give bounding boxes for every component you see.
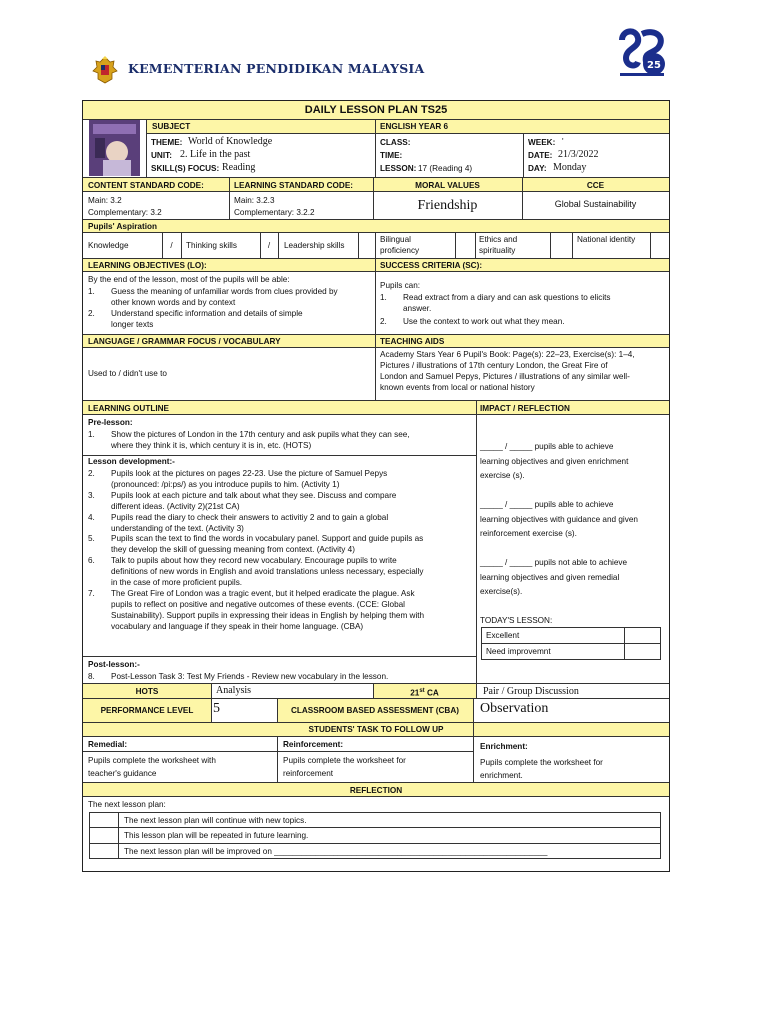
success-intro: Pupils can: <box>380 281 421 290</box>
unit-value: 2. Life in the past <box>180 149 251 160</box>
aspiration-leadership: Leadership skills <box>284 241 345 250</box>
learning-standard-label: LEARNING STANDARD CODE: <box>234 181 354 190</box>
impact-block-reinforcement: _____ / _____ pupils able to achieve learning objectives with guidance and given reinforcement exercise (s). <box>480 500 638 538</box>
performance-value: 5 <box>213 701 220 716</box>
success-list: 1. Read extract from a diary and can ask questions to elicits answer. 2. Use the context to work out what they mean. <box>380 292 668 327</box>
learning-main: Main: 3.2.3 <box>234 196 275 205</box>
reflection-option-improve: The next lesson plan will be improved on ____________________________________________________________ <box>124 847 548 856</box>
day-value: Monday <box>553 162 587 173</box>
development-label: Lesson development:- <box>88 457 175 466</box>
pre-lesson-list: 1. Show the pictures of London in the 17th century and ask pupils what they can see, where they think it is, which century it is in, etc. (HOTS) <box>88 429 474 451</box>
impact-label: IMPACT / REFLECTION <box>480 404 570 413</box>
aspiration-label: Pupils' Aspiration <box>88 222 157 231</box>
cba-value: Observation <box>480 701 549 716</box>
cce-value: Global Sustainability <box>554 199 637 209</box>
outline-step: 5. Pupils scan the text to find the words in vocabulary panel. Support and guide pupils as <box>88 534 424 544</box>
reflection-option-checkbox[interactable] <box>90 844 117 858</box>
objectives-label: LEARNING OBJECTIVES (LO): <box>88 261 207 270</box>
followup-label: STUDENTS' TASK TO FOLLOW UP <box>308 725 444 734</box>
cce-label: CCE <box>586 181 605 190</box>
reflection-option-repeat: This lesson plan will be repeated in future learning. <box>124 831 309 840</box>
skill-value: Reading <box>222 162 256 173</box>
page-title: DAILY LESSON PLAN TS25 <box>304 104 448 116</box>
post-lesson-label: Post-lesson:- <box>88 660 140 669</box>
aspiration-ethics: Ethics and spirituality <box>479 235 518 255</box>
content-complementary: Complementary: 3.2 <box>88 208 162 217</box>
malaysia-crest-icon <box>90 55 120 85</box>
hots-label: HOTS <box>135 687 159 696</box>
lesson-label: LESSON: <box>380 164 417 173</box>
moral-values-label: MORAL VALUES <box>415 181 480 190</box>
outline-band <box>83 400 669 414</box>
language-label: LANGUAGE / GRAMMAR FOCUS / VOCABULARY <box>88 337 281 346</box>
reflection-option-checkbox[interactable] <box>90 813 117 827</box>
rating-need-improvement: Need improvemnt <box>486 647 551 656</box>
aspiration-bilingual: Bilingual proficiency <box>380 235 420 255</box>
content-standard-label: CONTENT STANDARD CODE: <box>88 181 204 190</box>
reflection-label: REFLECTION <box>349 786 403 795</box>
ministry-name: KEMENTERIAN PENDIDIKAN MALAYSIA <box>128 61 425 76</box>
post-lesson-list <box>88 671 474 682</box>
success-label: SUCCESS CRITERIA (SC): <box>380 261 483 270</box>
impact-block-remedial: _____ / _____ pupils not able to achieve learning objectives and given remedial exercise(s). <box>480 558 628 596</box>
date-label: DATE: <box>528 151 553 160</box>
objective-item: 1. Guess the meaning of unfamiliar words from clues provided by <box>88 287 338 296</box>
ca-value: Pair / Group Discussion <box>483 686 579 697</box>
time-label: TIME: <box>380 151 403 160</box>
skill-label: SKILL(S) FOCUS: <box>151 164 220 173</box>
ca-label: 21st CA <box>410 688 439 698</box>
rating-need-improvement-checkbox[interactable] <box>625 644 660 659</box>
outline-step: 7. The Great Fire of London was a tragic event, but it helped eradicate the plague. Ask <box>88 588 415 598</box>
aspiration-band <box>83 219 669 232</box>
outline-step: 3. Pupils look at each picture and talk about what they see. Discuss and compare <box>88 490 397 500</box>
outline-label: LEARNING OUTLINE <box>88 404 169 413</box>
reinforcement-task: Pupils complete the worksheet for reinforcement <box>283 756 406 778</box>
enrichment-task: Pupils complete the worksheet for enrichment. <box>480 758 603 780</box>
remedial-task: Pupils complete the worksheet with teacher's guidance <box>88 756 216 778</box>
class-label: CLASS: <box>380 138 411 147</box>
day-label: DAY: <box>528 164 547 173</box>
week-value: ' <box>562 137 564 146</box>
reinforcement-label: Reinforcement: <box>283 740 344 749</box>
cba-label: CLASSROOM BASED ASSESSMENT (CBA) <box>290 706 459 715</box>
aspiration-thinking: Thinking skills <box>186 241 237 250</box>
language-value: Used to / didn't use to <box>88 369 167 378</box>
success-item: 1. Read extract from a diary and can ask questions to elicits <box>380 293 611 302</box>
reflection-option-checkbox[interactable] <box>90 828 117 843</box>
aspiration-thinking-mark: / <box>267 241 271 250</box>
development-list: 2. Pupils look at the pictures on pages 22-23. Use the picture of Samuel Pepys (pronounced: /pi:ps/) as you introduce pupils to him. (Activity 1) 3. Pupils look at each picture and talk about what they see. Discuss and compare different ideas. (Activity 2)(21st CA) 4. Pupils read the diary to check their answers to activitiy 2 and to gain a global understanding of the text. (Activity 3) 5. Pupils scan the text to find the words in vocabulary panel. Support and guide pupils as they develop the skill of guessing meaning from context. (Activity 4) 6. Talk to pupils about how they record new vocabulary. Encourage pupils to write definitions of new words in English and avoid translations unless necessary, especially in the case of more proficient pupils. 7. The Great Fire of London was a tragic event, but it helped eradicate the plague. Ask pupils to reflect on positive and negative outcomes of these events. (CCE: Global Sustainability). Support pupils in expressing their ideas in English by helping them with vocabulary and language if they speak in their home language. (CBA) <box>88 469 474 633</box>
enrichment-label: Enrichment: <box>480 742 528 751</box>
subject-value: ENGLISH YEAR 6 <box>380 122 449 131</box>
reflection-option-continue: The next lesson plan will continue with new topics. <box>124 816 307 825</box>
theme-label: THEME: <box>151 138 183 147</box>
outline-step: 2. Pupils look at the pictures on pages 22-23. Use the picture of Samuel Pepys <box>88 469 388 478</box>
impact-block-enrichment: _____ / _____ pupils able to achieve learning objectives and given enrichment exercise (s). <box>480 442 629 480</box>
reflection-intro: The next lesson plan: <box>88 800 166 809</box>
aspiration-knowledge-mark: / <box>170 241 173 250</box>
moral-value: Friendship <box>417 198 478 213</box>
lesson-value: 17 (Reading 4) <box>418 164 473 173</box>
content-main: Main: 3.2 <box>88 196 122 205</box>
outline-step: 6. Talk to pupils about how they record new vocabulary. Encourage pupils to write <box>88 556 397 566</box>
hots-value: Analysis <box>216 685 251 696</box>
unit-label: UNIT: <box>151 151 172 160</box>
objectives-intro: By the end of the lesson, most of the pupils will be able: <box>88 275 290 284</box>
todays-lesson-label: TODAY'S LESSON: <box>480 616 553 625</box>
rating-excellent: Excellent <box>486 631 520 640</box>
learning-complementary: Complementary: 3.2.2 <box>234 208 315 217</box>
pre-lesson-label: Pre-lesson: <box>88 418 133 427</box>
theme-value: World of Knowledge <box>188 136 273 147</box>
remedial-label: Remedial: <box>88 740 128 749</box>
objectives-list: 1. Guess the meaning of unfamiliar words from clues provided by other known words and by context 2. Understand specific information and details of simple longer texts <box>88 286 373 330</box>
ts25-logo-text: 25 <box>647 60 661 71</box>
date-value: 21/3/2022 <box>558 149 599 160</box>
success-item: 2. Use the context to work out what they mean. <box>380 317 565 326</box>
ts25-logo-icon <box>616 26 668 78</box>
outline-step: 4. Pupils read the diary to check their answers to activitiy 2 and to gain a global <box>88 512 389 522</box>
outline-step: 8. Post-Lesson Task 3: Test My Friends - Review new vocabulary in the lesson. <box>88 672 389 681</box>
teaching-aids-list: Academy Stars Year 6 Pupil's Book: Page(s): 22–23, Exercise(s): 1–4, Pictures / illustrations of 17th century London, the Great Fire of London and Samuel Pepys, Pictures / illustrations of any similar well- known events from local or national history <box>380 350 635 392</box>
rating-excellent-checkbox[interactable] <box>625 628 660 643</box>
outline-step: 1. Show the pictures of London in the 17th century and ask pupils what they can see, <box>88 430 410 439</box>
teaching-aids-label: TEACHING AIDS <box>380 337 445 346</box>
aspiration-national: National identity <box>577 235 636 244</box>
objective-item: 2. Understand specific information and details of simple <box>88 309 303 318</box>
subject-label: SUBJECT <box>152 122 191 131</box>
textbook-cover-image <box>89 120 140 176</box>
performance-label: PERFORMANCE LEVEL <box>100 706 194 715</box>
week-label: WEEK: <box>528 138 556 147</box>
aspiration-knowledge: Knowledge <box>88 241 129 250</box>
